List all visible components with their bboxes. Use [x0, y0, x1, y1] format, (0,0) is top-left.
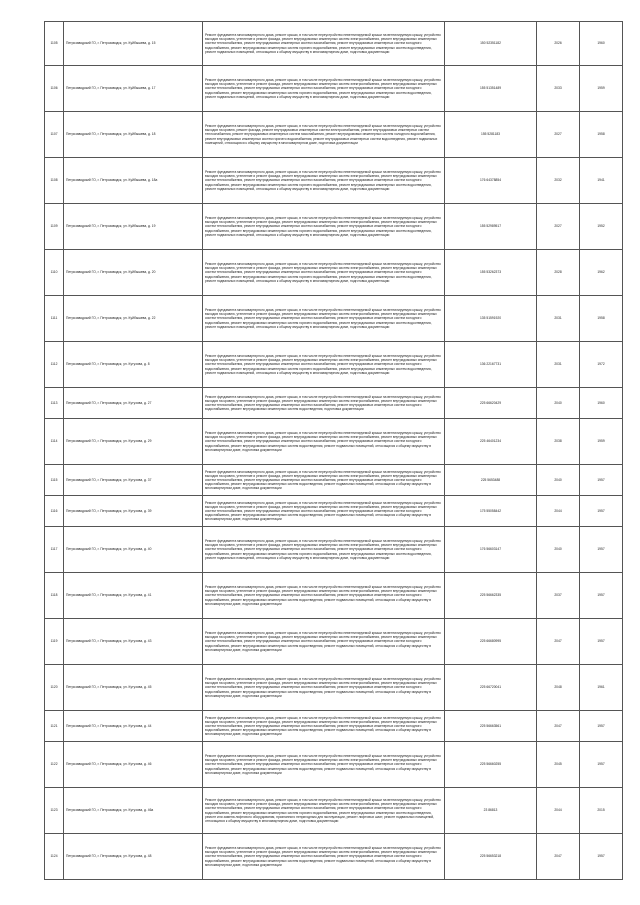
- row-year-planned: 2033: [537, 66, 580, 112]
- row-address: Петрозаводский ГО, г. Петрозаводск, ул. Кутузова, д. 41: [64, 573, 203, 619]
- works-text: Ремонт фундамента многоквартирного дома, ремонт крыши, в том числе переустройство невентилируемой крыши на вентилируемую крышу, устройство выходов на кровлю, утепление и ремонт фасада, ремонт внутридомовых инженерных систем электроснабжения, ремонт внутридомовых инженерных систем теплоснабжения, ремонт внутридомовых инженерных систем газоснабжения, ремонт внутридомовых инженерных систем холодного водоснабжения, ремонт внутридомовых инженерных систем водоотведения, ремонт подвальных помещений, относящихся к общему имуществу в многоквартирном доме, подготовка документации: [205, 846, 441, 867]
- row-number: 1123: [45, 788, 64, 834]
- row-works: [203, 465, 445, 496]
- row-year-built: 1958: [580, 112, 623, 158]
- row-year-planned: 2047: [537, 619, 580, 665]
- works-text: Ремонт фундамента многоквартирного дома, ремонт крыши, в том числе переустройство невентилируемой крыши на вентилируемую крышу, устройство выходов на кровлю, утепление и ремонт фасада, ремонт внутридомовых инженерных систем электроснабжения, ремонт внутридомовых инженерных систем теплоснабжения, ремонт внутридомовых инженерных систем газоснабжения, ремонт внутридомовых инженерных систем холодного водоснабжения, ремонт внутридомовых инженерных систем водоотведения, ремонт подвальных помещений, относящихся к общему имуществу в многоквартирном доме, подготовка документации: [205, 585, 441, 606]
- row-year-built: 1941: [580, 158, 623, 204]
- row-year-built: 1972: [580, 342, 623, 388]
- row-address: Петрозаводский ГО, г. Петрозаводск, ул. Кутузова, д. 46: [64, 742, 203, 788]
- row-year-built: 1959: [580, 419, 623, 465]
- table-row: [45, 296, 623, 342]
- row-address: Петрозаводский ГО, г. Петрозаводск, ул. Куйбышева, д. 18: [64, 112, 203, 158]
- row-number: 1117: [45, 527, 64, 573]
- row-number: 1106: [45, 66, 64, 112]
- row-year-built: 1957: [580, 742, 623, 788]
- row-cost: 135 51591920: [445, 296, 537, 342]
- row-year-built: 1960: [580, 388, 623, 419]
- row-cost: 225 56653218: [445, 834, 537, 880]
- table-row: [45, 66, 623, 112]
- table-row: [45, 22, 623, 66]
- table-row: [45, 112, 623, 158]
- row-number: 1114: [45, 419, 64, 465]
- row-year-planned: 2038: [537, 419, 580, 465]
- row-year-planned: 2031: [537, 342, 580, 388]
- row-number: 1121: [45, 711, 64, 742]
- works-text: Ремонт фундамента многоквартирного дома, ремонт крыши, в том числе переустройство невентилируемой крыши на вентилируемую крышу, устройство выходов на кровлю, утепление и ремонт фасада, ремонт внутридомовых инженерных систем электроснабжения, ремонт внутридомовых инженерных систем теплоснабжения, ремонт внутридомовых инженерных систем газоснабжения, ремонт внутридомовых инженерных систем холодного водоснабжения, ремонт внутридомовых инженерных систем водоотведения, ремонт подвальных помещений, относящихся к общему имуществу в многоквартирном доме, подготовка документации: [205, 500, 441, 522]
- row-address: Петрозаводский ГО, г. Петрозаводск, ул. Кутузова, д. 40: [64, 527, 203, 573]
- row-year-planned: 2047: [537, 711, 580, 742]
- row-address: Петрозаводский ГО, г. Петрозаводск, ул. Кутузова, д. 45: [64, 665, 203, 711]
- row-year-planned: 2048: [537, 665, 580, 711]
- table-row: [45, 158, 623, 204]
- row-number: 1109: [45, 204, 64, 250]
- row-cost: 225 66620429: [445, 388, 537, 419]
- row-number: 1115: [45, 465, 64, 496]
- row-address: Петрозаводский ГО, г. Петрозаводск, ул. Куйбышева, д. 22: [64, 296, 203, 342]
- works-text: Ремонт фундамента многоквартирного дома, ремонт крыши, в том числе переустройство невентилируемой крыши на вентилируемую крышу, устройство выходов на кровлю, утепление и ремонт фасада, ремонт внутридомовых инженерных систем электроснабжения, ремонт внутридомовых инженерных систем теплоснабжения, ремонт внутридомовых инженерных систем газоснабжения, ремонт внутридомовых инженерных систем холодного водоснабжения, ремонт внутридомовых инженерных систем водоотведения, ремонт подвальных помещений, относящихся к общему имуществу в многоквартирном доме, подготовка документации: [205, 469, 441, 491]
- row-year-planned: 2027: [537, 204, 580, 250]
- works-text: Ремонт фундамента многоквартирного дома, ремонт крыши, в том числе переустройство невентилируемой крыши на вентилируемую крышу, устройство выходов на кровлю, утепление и ремонт фасада, ремонт внутридомовых инженерных систем электроснабжения, ремонт внутридомовых инженерных систем теплоснабжения, ремонт внутридомовых инженерных систем газоснабжения, ремонт внутридомовых инженерных систем холодного водоснабжения, ремонт внутридомовых инженерных систем водоотведения, ремонт подвальных помещений, относящихся к общему имуществу в многоквартирном доме, подготовка документации: [205, 631, 441, 652]
- row-year-built: 1959: [580, 66, 623, 112]
- row-address: Петрозаводский ГО, г. Петрозаводск, ул. Кутузова, д. 48: [64, 834, 203, 880]
- row-cost: 175 55058442: [445, 496, 537, 527]
- row-cost: 136 22167731: [445, 342, 537, 388]
- row-number: 1112: [45, 342, 64, 388]
- works-text: Ремонт фундамента многоквартирного дома, ремонт крыши, в том числе переустройство невентилируемой крыши на вентилируемую крышу, устройство выходов на кровлю, утепление и ремонт фасада, ремонт внутридомовых инженерных систем электроснабжения, ремонт внутридомовых инженерных систем теплоснабжения, ремонт внутридомовых инженерных систем газоснабжения, ремонт внутридомовых инженерных систем холодного водоснабжения, ремонт внутридомовых инженерных систем водоотведения, подготовка документации: [205, 394, 441, 412]
- row-works: [203, 112, 445, 158]
- row-address: Петрозаводский ГО, г. Петрозаводск, ул. Куйбышева, д. 17: [64, 66, 203, 112]
- row-number: 1105: [45, 22, 64, 66]
- row-works: [203, 66, 445, 112]
- row-year-built: 1962: [580, 250, 623, 296]
- row-works: [203, 496, 445, 527]
- row-works: [203, 342, 445, 388]
- works-text: Ремонт фундамента многоквартирного дома, ремонт крыши, в том числе переустройство невентилируемой крыши на вентилируемую крышу, устройство выходов на кровлю, ремонт фасада, ремонт внутридомовых инженерных систем электроснабжения, ремонт внутридомовых инженерных систем теплоснабжения, ремонт внутридомовых инженерных систем газоснабжения, ремонт внутридомовых инженерных систем холодного водоснабжения, ремонт внутридомовых инженерных систем горячего водоснабжения, ремонт внутридомовых инженерных систем водоотведения, ремонт подвальных помещений, относящихся к общему имуществу в многоквартирном доме, подготовка документации: [205, 124, 441, 145]
- row-number: 1110: [45, 250, 64, 296]
- row-year-planned: 2032: [537, 158, 580, 204]
- table-row: [45, 342, 623, 388]
- row-year-planned: 2040: [537, 527, 580, 573]
- row-number: 1108: [45, 158, 64, 204]
- works-text: Ремонт фундамента многоквартирного дома, ремонт крыши, в том числе переустройство невентилируемой крыши на вентилируемую крышу, устройство выходов на кровлю, утепление и ремонт фасада, ремонт внутридомовых инженерных систем электроснабжения, ремонт внутридомовых инженерных систем теплоснабжения, ремонт внутридомовых инженерных систем газоснабжения, ремонт внутридомовых инженерных систем холодного водоснабжения, ремонт внутридомовых инженерных систем горячего водоснабжения, ремонт внутридомовых инженерных систем водоотведения, ремонт подвальных помещений, относящихся к общему имуществу в многоквартирном доме, подготовка документации: [205, 216, 441, 237]
- table-row: [45, 788, 623, 834]
- row-year-planned: 2026: [537, 22, 580, 66]
- table-row: [45, 250, 623, 296]
- row-cost: 23 86813: [445, 788, 537, 834]
- table-row: [45, 204, 623, 250]
- table-row: [45, 496, 623, 527]
- row-works: [203, 419, 445, 465]
- row-address: Петрозаводский ГО, г. Петрозаводск, ул. Кутузова, д. 29: [64, 419, 203, 465]
- row-year-built: 1957: [580, 619, 623, 665]
- row-works: [203, 388, 445, 419]
- row-number: 1120: [45, 665, 64, 711]
- works-text: Ремонт фундамента многоквартирного дома, ремонт крыши, в том числе переустройство невентилируемой крыши на вентилируемую крышу, устройство выходов на кровлю, утепление и ремонт фасада, ремонт внутридомовых инженерных систем электроснабжения, ремонт внутридомовых инженерных систем теплоснабжения, ремонт внутридомовых инженерных систем газоснабжения, ремонт внутридомовых инженерных систем холодного водоснабжения, ремонт внутридомовых инженерных систем горячего водоснабжения, ремонт внутридомовых инженерных систем водоотведения, ремонт подвальных помещений, относящихся к общему имуществу в многоквартирном доме, подготовка документации: [205, 78, 441, 99]
- row-cost: 225 66720041: [445, 665, 537, 711]
- row-number: 1113: [45, 388, 64, 419]
- table-row: [45, 665, 623, 711]
- row-cost: 176 64378854: [445, 158, 537, 204]
- row-cost: 225 66680995: [445, 619, 537, 665]
- row-number: 1118: [45, 573, 64, 619]
- row-year-built: 1957: [580, 527, 623, 573]
- row-year-built: 1957: [580, 496, 623, 527]
- table-row: [45, 619, 623, 665]
- row-year-planned: 2045: [537, 742, 580, 788]
- row-year-planned: 2040: [537, 388, 580, 419]
- row-cost: 176 56603147: [445, 527, 537, 573]
- row-works: [203, 573, 445, 619]
- row-works: [203, 22, 445, 66]
- row-works: [203, 296, 445, 342]
- works-text: Ремонт фундамента многоквартирного дома, ремонт крыши, в том числе переустройство невентилируемой крыши на вентилируемую крышу, устройство выходов на кровлю, утепление и ремонт фасада, ремонт внутридомовых инженерных систем электроснабжения, ремонт внутридомовых инженерных систем теплоснабжения, ремонт внутридомовых инженерных систем газоснабжения, ремонт внутридомовых инженерных систем холодного водоснабжения, ремонт внутридомовых инженерных систем горячего водоснабжения, ремонт внутридомовых инженерных систем водоотведения, ремонт подвальных помещений, относящихся к общему имуществу в многоквартирном доме, подготовка документации: [205, 170, 441, 191]
- row-year-planned: 2028: [537, 250, 580, 296]
- row-address: Петрозаводский ГО, г. Петрозаводск, ул. Кутузова, д. 39: [64, 496, 203, 527]
- row-number: 1111: [45, 296, 64, 342]
- works-text: Ремонт фундамента многоквартирного дома, ремонт крыши, в том числе переустройство невентилируемой крыши на вентилируемую крышу, устройство выходов на кровлю, утепление и ремонт фасада, ремонт внутридомовых инженерных систем электроснабжения, ремонт внутридомовых инженерных систем теплоснабжения, ремонт внутридомовых инженерных систем газоснабжения, ремонт внутридомовых инженерных систем холодного водоснабжения, ремонт внутридомовых инженерных систем горячего водоснабжения, ремонт внутридомовых инженерных систем водоотведения, ремонт подвальных помещений, относящихся к общему имуществу в многоквартирном доме, подготовка документации: [205, 33, 441, 54]
- row-address: Петрозаводский ГО, г. Петрозаводск, ул. Кутузова, д. 44: [64, 711, 203, 742]
- row-cost: 150 52351182: [445, 22, 537, 66]
- table-row: [45, 742, 623, 788]
- row-works: [203, 527, 445, 573]
- works-text: Ремонт фундамента многоквартирного дома, ремонт крыши, в том числе переустройство невентилируемой крыши на вентилируемую крышу, устройство выходов на кровлю, утепление и ремонт фасада, ремонт внутридомовых инженерных систем электроснабжения, ремонт внутридомовых инженерных систем теплоснабжения, ремонт внутридомовых инженерных систем газоснабжения, ремонт внутридомовых инженерных систем холодного водоснабжения, ремонт внутридомовых инженерных систем водоотведения, ремонт подвальных помещений, относящихся к общему имуществу в многоквартирном доме, подготовка документации: [205, 431, 441, 452]
- row-year-built: 1957: [580, 465, 623, 496]
- row-year-built: 2015: [580, 788, 623, 834]
- row-year-built: 1960: [580, 22, 623, 66]
- row-cost: 155 52989517: [445, 204, 537, 250]
- row-year-planned: 2047: [537, 834, 580, 880]
- row-year-built: 1957: [580, 711, 623, 742]
- row-works: [203, 250, 445, 296]
- row-works: [203, 834, 445, 880]
- row-address: Петрозаводский ГО, г. Петрозаводск, ул. Кутузова, д. 37: [64, 465, 203, 496]
- works-text: Ремонт фундамента многоквартирного дома, ремонт крыши, в том числе переустройство невентилируемой крыши на вентилируемую крышу, устройство выходов на кровлю, утепление и ремонт фасада, ремонт внутридомовых инженерных систем электроснабжения, ремонт внутридомовых инженерных систем теплоснабжения, ремонт внутридомовых инженерных систем газоснабжения, ремонт внутридомовых инженерных систем холодного водоснабжения, ремонт внутридомовых инженерных систем горячего водоснабжения, ремонт внутридомовых инженерных систем водоотведения, ремонт подвальных помещений, относящихся к общему имуществу в многоквартирном доме, подготовка документации: [205, 354, 441, 375]
- row-works: [203, 619, 445, 665]
- table-row: [45, 388, 623, 419]
- row-cost: 225 56660255: [445, 742, 537, 788]
- row-number: 1122: [45, 742, 64, 788]
- row-works: [203, 665, 445, 711]
- works-text: Ремонт фундамента многоквартирного дома, ремонт крыши, в том числе переустройство невентилируемой крыши на вентилируемую крышу, устройство выходов на кровлю, утепление и ремонт фасада, ремонт внутридомовых инженерных систем электроснабжения, ремонт внутридомовых инженерных систем теплоснабжения, ремонт внутридомовых инженерных систем газоснабжения, ремонт внутридомовых инженерных систем холодного водоснабжения, ремонт внутридомовых инженерных систем горячего водоснабжения, ремонт внутридомовых инженерных систем водоотведения, ремонт или замена лифтового оборудования, признанного непригодным для эксплуатации, ремонт лифтовых шахт, ремонт подвальных помещений, относящихся к общему имуществу в многоквартирном доме, подготовка документации: [205, 798, 441, 823]
- row-address: Петрозаводский ГО, г. Петрозаводск, ул. Кутузова, д. 43: [64, 619, 203, 665]
- row-number: 1124: [45, 834, 64, 880]
- table-row: [45, 711, 623, 742]
- row-cost: 225 5653488: [445, 465, 537, 496]
- row-year-built: 1957: [580, 834, 623, 880]
- row-year-planned: 2031: [537, 296, 580, 342]
- row-cost: 225 46401234: [445, 419, 537, 465]
- row-address: Петрозаводский ГО, г. Петрозаводск, ул. Куйбышева, д. 20: [64, 250, 203, 296]
- row-cost: 225 56662335: [445, 573, 537, 619]
- row-cost: 155 5281183: [445, 112, 537, 158]
- works-text: Ремонт фундамента многоквартирного дома, ремонт крыши, в том числе переустройство невентилируемой крыши на вентилируемую крышу, устройство выходов на кровлю, утепление и ремонт фасада, ремонт внутридомовых инженерных систем электроснабжения, ремонт внутридомовых инженерных систем теплоснабжения, ремонт внутридомовых инженерных систем газоснабжения, ремонт внутридомовых инженерных систем холодного водоснабжения, ремонт внутридомовых инженерных систем горячего водоснабжения, ремонт внутридомовых инженерных систем водоотведения, ремонт подвальных помещений, относящихся к общему имуществу в многоквартирном доме, подготовка документации: [205, 308, 441, 329]
- row-cost: 225 56663561: [445, 711, 537, 742]
- row-works: [203, 742, 445, 788]
- register-body: [45, 22, 623, 880]
- row-year-built: 1958: [580, 296, 623, 342]
- row-number: 1107: [45, 112, 64, 158]
- works-text: Ремонт фундамента многоквартирного дома, ремонт крыши, в том числе переустройство невентилируемой крыши на вентилируемую крышу, устройство выходов на кровлю, утепление и ремонт фасада, ремонт внутридомовых инженерных систем электроснабжения, ремонт внутридомовых инженерных систем теплоснабжения, ремонт внутридомовых инженерных систем газоснабжения, ремонт внутридомовых инженерных систем холодного водоснабжения, ремонт внутридомовых инженерных систем водоотведения, ремонт подвальных помещений, относящихся к общему имуществу в многоквартирном доме, подготовка документации: [205, 715, 441, 737]
- table-row: [45, 419, 623, 465]
- row-cost: 155 53262373: [445, 250, 537, 296]
- row-year-planned: 2044: [537, 496, 580, 527]
- table-row: [45, 573, 623, 619]
- row-year-planned: 2040: [537, 465, 580, 496]
- row-number: 1119: [45, 619, 64, 665]
- row-year-built: 1952: [580, 204, 623, 250]
- row-works: [203, 711, 445, 742]
- row-address: Петрозаводский ГО, г. Петрозаводск, ул. Куйбышева, д. 18а: [64, 158, 203, 204]
- table-row: [45, 527, 623, 573]
- row-address: Петрозаводский ГО, г. Петрозаводск, ул. Куйбышева, д. 19: [64, 204, 203, 250]
- table-row: [45, 834, 623, 880]
- row-address: Петрозаводский ГО, г. Петрозаводск, ул. Кутузова, д. 46а: [64, 788, 203, 834]
- row-year-built: 1957: [580, 573, 623, 619]
- row-works: [203, 788, 445, 834]
- works-text: Ремонт фундамента многоквартирного дома, ремонт крыши, в том числе переустройство невентилируемой крыши на вентилируемую крышу, устройство выходов на кровлю, утепление и ремонт фасада, ремонт внутридомовых инженерных систем электроснабжения, ремонт внутридомовых инженерных систем теплоснабжения, ремонт внутридомовых инженерных систем газоснабжения, ремонт внутридомовых инженерных систем холодного водоснабжения, ремонт внутридомовых инженерных систем горячего водоснабжения, ремонт внутридомовых инженерных систем водоотведения, ремонт подвальных помещений, относящихся к общему имуществу в многоквартирном доме, подготовка документации: [205, 539, 441, 560]
- table-row: [45, 465, 623, 496]
- row-address: Петрозаводский ГО, г. Петрозаводск, ул. Кутузова, д. 27: [64, 388, 203, 419]
- row-number: 1116: [45, 496, 64, 527]
- row-cost: 155 51351489: [445, 66, 537, 112]
- row-year-planned: 2044: [537, 788, 580, 834]
- works-text: Ремонт фундамента многоквартирного дома, ремонт крыши, в том числе переустройство невентилируемой крыши на вентилируемую крышу, устройство выходов на кровлю, утепление и ремонт фасада, ремонт внутридомовых инженерных систем электроснабжения, ремонт внутридомовых инженерных систем теплоснабжения, ремонт внутридомовых инженерных систем газоснабжения, ремонт внутридомовых инженерных систем холодного водоснабжения, ремонт внутридомовых инженерных систем водоотведения, ремонт подвальных помещений, относящихся к общему имуществу в многоквартирном доме, подготовка документации: [205, 677, 441, 698]
- register-table: [44, 21, 623, 880]
- row-year-built: 1961: [580, 665, 623, 711]
- row-works: [203, 158, 445, 204]
- row-address: Петрозаводский ГО, г. Петрозаводск, ул. Куйбышева, д. 15: [64, 22, 203, 66]
- row-address: Петрозаводский ГО, г. Петрозаводск, ул. Кутузова, д. 8: [64, 342, 203, 388]
- row-year-planned: 2027: [537, 112, 580, 158]
- works-text: Ремонт фундамента многоквартирного дома, ремонт крыши, в том числе переустройство невентилируемой крыши на вентилируемую крышу, устройство выходов на кровлю, утепление и ремонт фасада, ремонт внутридомовых инженерных систем электроснабжения, ремонт внутридомовых инженерных систем теплоснабжения, ремонт внутридомовых инженерных систем газоснабжения, ремонт внутридомовых инженерных систем холодного водоснабжения, ремонт внутридомовых инженерных систем горячего водоснабжения, ремонт внутридомовых инженерных систем водоотведения, ремонт подвальных помещений, относящихся к общему имуществу в многоквартирном доме, подготовка документации: [205, 262, 441, 283]
- row-year-planned: 2037: [537, 573, 580, 619]
- row-works: [203, 204, 445, 250]
- works-text: Ремонт фундамента многоквартирного дома, ремонт крыши, в том числе переустройство невентилируемой крыши на вентилируемую крышу, устройство выходов на кровлю, утепление и ремонт фасада, ремонт внутридомовых инженерных систем электроснабжения, ремонт внутридомовых инженерных систем теплоснабжения, ремонт внутридомовых инженерных систем газоснабжения, ремонт внутридомовых инженерных систем холодного водоснабжения, ремонт внутридомовых инженерных систем водоотведения, ремонт подвальных помещений, относящихся к общему имуществу в многоквартирном доме, подготовка документации: [205, 754, 441, 775]
